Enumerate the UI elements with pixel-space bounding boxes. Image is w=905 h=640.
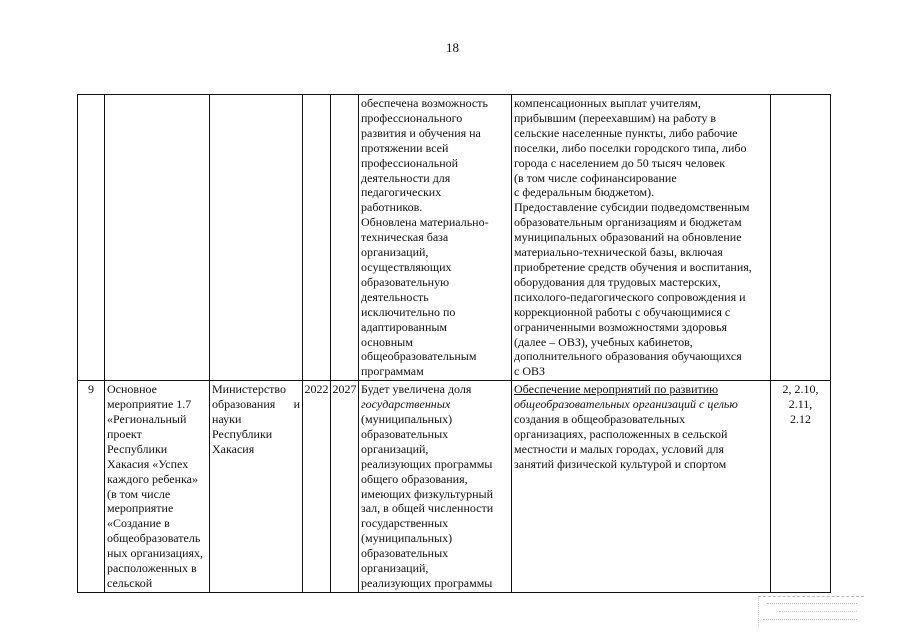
text-line: 2.12 (790, 412, 811, 427)
text-line: мероприятие (107, 501, 174, 516)
page-number: 18 (446, 40, 459, 55)
text-line: профессионального (361, 110, 463, 125)
cell-number: 9 (78, 381, 105, 593)
text-line: дополнительного образования обучающихся (514, 349, 742, 364)
text-line: создания в общеобразовательных (514, 412, 686, 427)
text-line: ограниченными возможностями здоровья (514, 319, 728, 334)
text-line: каждого ребенка» (107, 471, 198, 486)
text-line: приобретение средств обучения и воспитания, (514, 259, 752, 274)
text-line: протяжении всей (361, 140, 449, 155)
cell-activity (512, 381, 771, 593)
program-table (77, 94, 831, 593)
text-line: общеобразовательных организаций с целью (514, 397, 738, 412)
cell-start-year: 2022 (303, 381, 331, 593)
text-line: образовательным организациям и бюджетам (514, 215, 742, 230)
cell-result (359, 95, 512, 381)
text-line: с ОВЗ (514, 364, 546, 379)
text-fragment: и (293, 397, 300, 412)
text-line: педагогических (361, 185, 442, 200)
text-line: государственных (361, 516, 449, 531)
text-line: с федеральным бюджетом). (514, 185, 655, 200)
text-line: коррекционной работы с обучающимися с (514, 304, 731, 319)
faint-stamp-mark (758, 596, 864, 627)
text-line: компенсационных выплат учителям, (514, 96, 701, 110)
text-line: «Региональный (107, 412, 187, 427)
text-line: реализующих программы (361, 456, 493, 471)
text-line: науки (212, 412, 242, 427)
text-line: Основное (107, 382, 157, 397)
text-line: сельские населенные пункты, либо рабочие (514, 125, 738, 140)
cell-start-year (303, 95, 331, 381)
text-line: Хакасия (212, 441, 255, 456)
cell-name (105, 95, 210, 381)
text-line: осуществляющих (361, 259, 452, 274)
text-line: города с населением до 50 тысяч человек (514, 155, 726, 170)
text-line: психолого-педагогического сопровождения и (514, 289, 746, 304)
text-line: общеобразователь (107, 531, 201, 546)
text-fragment: образования (212, 397, 276, 412)
text-line (212, 397, 300, 412)
text-line: оборудования для трудовых мастерских, (514, 274, 721, 289)
text-line: исключительно по (361, 304, 456, 319)
text-line: 2.11, (788, 397, 813, 412)
text-line: мероприятие 1.7 (107, 397, 192, 412)
text-line: реализующих программы (361, 576, 493, 590)
text-line: общего образования, (361, 471, 468, 486)
text-line: ных организациях, (107, 546, 204, 561)
text-line: работников. (361, 200, 423, 215)
text-line: поселки, либо поселки городского типа, либо (514, 140, 747, 155)
table-row (78, 95, 831, 381)
text-line: зал, в общей численности (361, 501, 494, 516)
text-line: сельской (107, 576, 153, 590)
text-line: деятельности для (361, 170, 451, 185)
text-line: образовательных (361, 426, 449, 441)
text-line: Хакасия «Успех (107, 456, 189, 471)
text-line: организациях, расположенных в сельской (514, 426, 728, 441)
text-line: (муниципальных) (361, 412, 453, 427)
cell-name (105, 381, 210, 593)
text-line: 2, 2.10, (782, 382, 819, 397)
text-line: прибывшим (переехавшим) на работу в (514, 110, 717, 125)
text-line: образовательных (361, 546, 449, 561)
cell-indicators (771, 381, 831, 593)
text-line: общеобразовательным (361, 349, 477, 364)
text-line: материально-технической базы, включая (514, 245, 723, 260)
text-line: программам (361, 364, 424, 379)
text-line: (в том числе (107, 486, 171, 501)
cell-responsible (210, 381, 303, 593)
text-line: местности и малых городах, условий для (514, 441, 725, 456)
text-line: обеспечена возможность (361, 96, 488, 110)
table-row (78, 381, 831, 593)
text-line: государственных (361, 397, 451, 412)
text-line: «Создание в (107, 516, 170, 531)
text-line: (муниципальных) (361, 531, 453, 546)
text-line: профессиональной (361, 155, 459, 170)
text-line: Министерство (212, 382, 286, 397)
cell-number (78, 95, 105, 381)
text-line: Обеспечение мероприятий по развитию (514, 382, 719, 397)
text-line: Обновлена материально- (361, 215, 489, 230)
text-line: организаций, (361, 441, 429, 456)
text-line: Будет увеличена доля (361, 382, 472, 397)
cell-responsible (210, 95, 303, 381)
text-line: техническая база (361, 230, 449, 245)
text-line: занятий физической культурой и спортом (514, 456, 727, 471)
text-line: организаций, (361, 561, 429, 576)
text-line: проект (107, 426, 142, 441)
cell-activity (512, 95, 771, 381)
text-line: (далее – ОВЗ), учебных кабинетов, (514, 334, 693, 349)
text-line: (в том числе софинансирование (514, 170, 677, 185)
text-line: организаций, (361, 245, 429, 260)
text-line: Республики (107, 441, 168, 456)
text-line: образовательную (361, 274, 450, 289)
text-line: Предоставление субсидии подведомственным (514, 200, 750, 215)
text-line: деятельность (361, 289, 429, 304)
text-line: муниципальных образований на обновление (514, 230, 742, 245)
text-line: основным (361, 334, 413, 349)
cell-result (359, 381, 512, 593)
text-line: развития и обучения на (361, 125, 481, 140)
cell-end-year: 2027 (331, 381, 359, 593)
cell-indicators (771, 95, 831, 381)
cell-end-year (331, 95, 359, 381)
text-line: имеющих физкультурный (361, 486, 494, 501)
text-line: Республики (212, 426, 273, 441)
text-line: расположенных в (107, 561, 197, 576)
text-line: адаптированным (361, 319, 448, 334)
